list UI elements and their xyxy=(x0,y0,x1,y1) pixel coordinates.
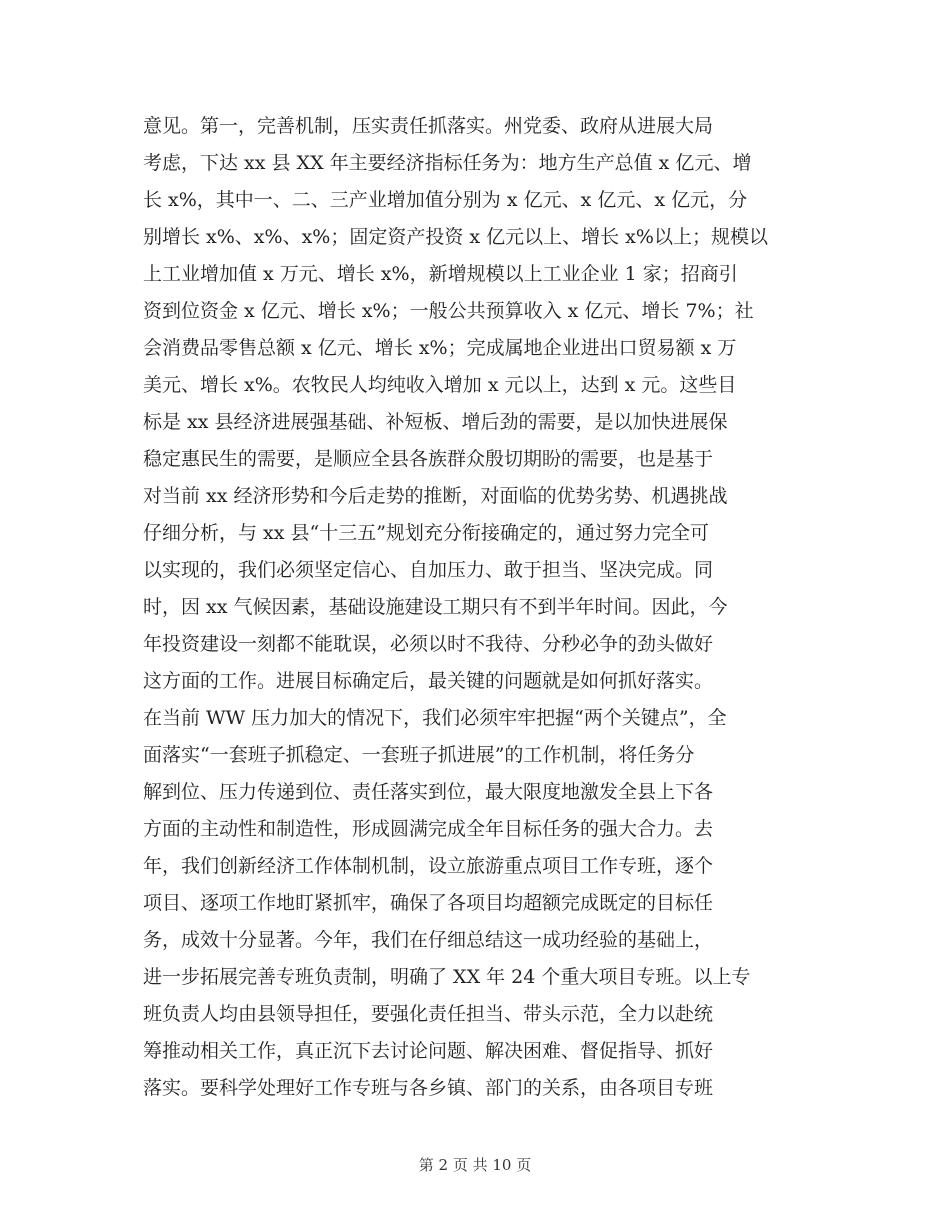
text-line: 上工业增加值 x 万元、增长 x%，新增规模以上工业企业 1 家；招商引 xyxy=(143,263,738,285)
text-line: 意见。第一，完善机制，压实责任抓落实。州党委、政府从进展大局 xyxy=(143,115,714,137)
text-line: 会消费品零售总额 x 亿元、增长 x%；完成属地企业进出口贸易额 x 万 xyxy=(143,337,737,359)
text-line: 进一步拓展完善专班负责制，明确了 XX 年 24 个重大项目专班。以上专 xyxy=(143,966,751,988)
text-line: 落实。要科学处理好工作专班与各乡镇、部门的关系，由各项目专班 xyxy=(143,1077,714,1099)
text-line: 方面的主动性和制造性，形成圆满完成全年目标任务的强大合力。去 xyxy=(143,818,714,840)
text-line: 仔细分析，与 xx 县“十三五”规划充分衔接确定的，通过努力完全可 xyxy=(143,522,709,544)
text-line: 在当前 WW 压力加大的情况下，我们必须牢牢把握“两个关键点”，全 xyxy=(143,707,727,729)
text-line: 美元、增长 x%。农牧民人均纯收入增加 x 元以上，达到 x 元。这些目 xyxy=(143,374,737,396)
text-line: 时，因 xx 气候因素，基础设施建设工期只有不到半年时间。因此，今 xyxy=(143,596,728,618)
text-line: 解到位、压力传递到位、责任落实到位，最大限度地激发全县上下各 xyxy=(143,781,714,803)
text-line: 标是 xx 县经济进展强基础、补短板、增后劲的需要，是以加快进展保 xyxy=(143,411,728,433)
text-line: 资到位资金 x 亿元、增长 x%；一般公共预算收入 x 亿元、增长 7%；社 xyxy=(143,300,754,322)
text-line: 考虑，下达 xx 县 XX 年主要经济指标任务为：地方生产总值 x 亿元、增 xyxy=(143,152,752,174)
text-line: 筹推动相关工作，真正沉下去讨论问题、解决困难、督促指导、抓好 xyxy=(143,1040,714,1062)
text-line: 以实现的，我们必须坚定信心、自加压力、敢于担当、坚决完成。同 xyxy=(143,559,714,581)
text-line: 稳定惠民生的需要，是顺应全县各族群众殷切期盼的需要，也是基于 xyxy=(143,448,714,470)
text-line: 年投资建设一刻都不能耽误，必须以时不我待、分秒必争的劲头做好 xyxy=(143,633,714,655)
text-line: 面落实“一套班子抓稳定、一套班子抓进展”的工作机制，将任务分 xyxy=(143,744,695,766)
text-line: 项目、逐项工作地盯紧抓牢，确保了各项目均超额完成既定的目标任 xyxy=(143,892,714,914)
text-line: 对当前 xx 经济形势和今后走势的推断，对面临的优势劣势、机遇挑战 xyxy=(143,485,728,507)
text-line: 务，成效十分显著。今年，我们在仔细总结这一成功经验的基础上， xyxy=(143,929,714,951)
text-line: 别增长 x%、x%、x%；固定资产投资 x 亿元以上、增长 x%以上；规模以 xyxy=(143,226,768,248)
text-line: 年，我们创新经济工作体制机制，设立旅游重点项目工作专班，逐个 xyxy=(143,855,714,877)
text-line: 长 x%，其中一、二、三产业增加值分别为 x 亿元、x 亿元、x 亿元，分 xyxy=(143,189,748,211)
page-footer: 第 2 页 共 10 页 xyxy=(418,1156,532,1174)
body-text xyxy=(143,108,813,1107)
text-line: 这方面的工作。进展目标确定后，最关键的问题就是如何抓好落实。 xyxy=(143,670,714,692)
text-line: 班负责人均由县领导担任，要强化责任担当、带头示范，全力以赴统 xyxy=(143,1003,714,1025)
